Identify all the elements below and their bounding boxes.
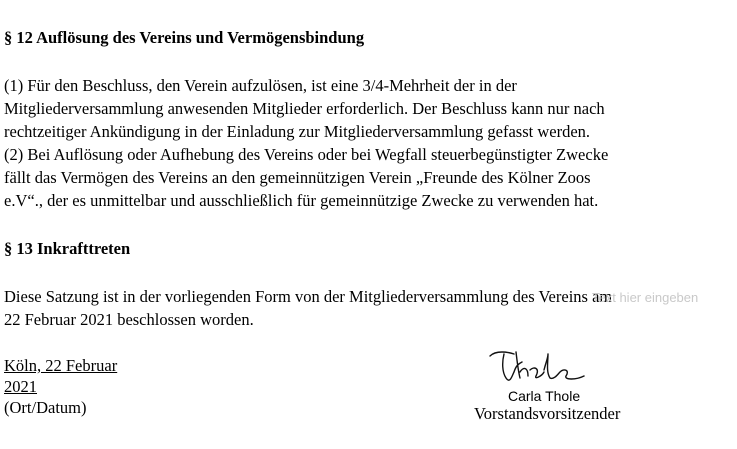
signer-role: Vorstandsvorsitzender [474, 404, 621, 423]
text-line: 22 Februar 2021 beschlossen worden. [4, 310, 254, 329]
text-line: rechtzeitiger Ankündigung in der Einladung zur Mitgliederversammlung gefasst werden. [4, 122, 591, 141]
text-input-placeholder[interactable]: Text hier eingeben [592, 290, 699, 305]
section-12-heading: § 12 Auflösung des Vereins und Vermögensbindung [4, 28, 365, 47]
text-line: Diese Satzung ist in der vorliegenden Form von der Mitgliederversammlung des Vereins am [4, 287, 613, 306]
text-line: Mitgliederversammlung anwesenden Mitglieder erforderlich. Der Beschluss kann nur nach [4, 99, 605, 118]
text-line: e.V“., der es unmittelbar und ausschließlich für gemeinnützige Zwecke zu verwenden hat. [4, 191, 599, 210]
signer-name: Carla Thole [508, 388, 581, 404]
text-line: fällt das Vermögen des Vereins an den gemeinnützigen Verein „Freunde des Kölner Zoos [4, 168, 591, 187]
section-13-heading: § 13 Inkrafttreten [4, 239, 131, 258]
section-13-text [4, 285, 612, 331]
handwritten-signature [484, 348, 594, 388]
section-12-text [4, 74, 608, 212]
place-date-year: 2021 [4, 377, 37, 396]
text-line: (2) Bei Auflösung oder Aufhebung des Vereins oder bei Wegfall steuerbegünstigter Zwecke [4, 145, 609, 164]
place-date-field [4, 355, 117, 418]
place-date-value: Köln, 22 Februar [4, 356, 118, 375]
place-date-label: (Ort/Datum) [4, 398, 87, 417]
text-line: (1) Für den Beschluss, den Verein aufzulösen, ist eine 3/4-Mehrheit der in der [4, 76, 517, 95]
